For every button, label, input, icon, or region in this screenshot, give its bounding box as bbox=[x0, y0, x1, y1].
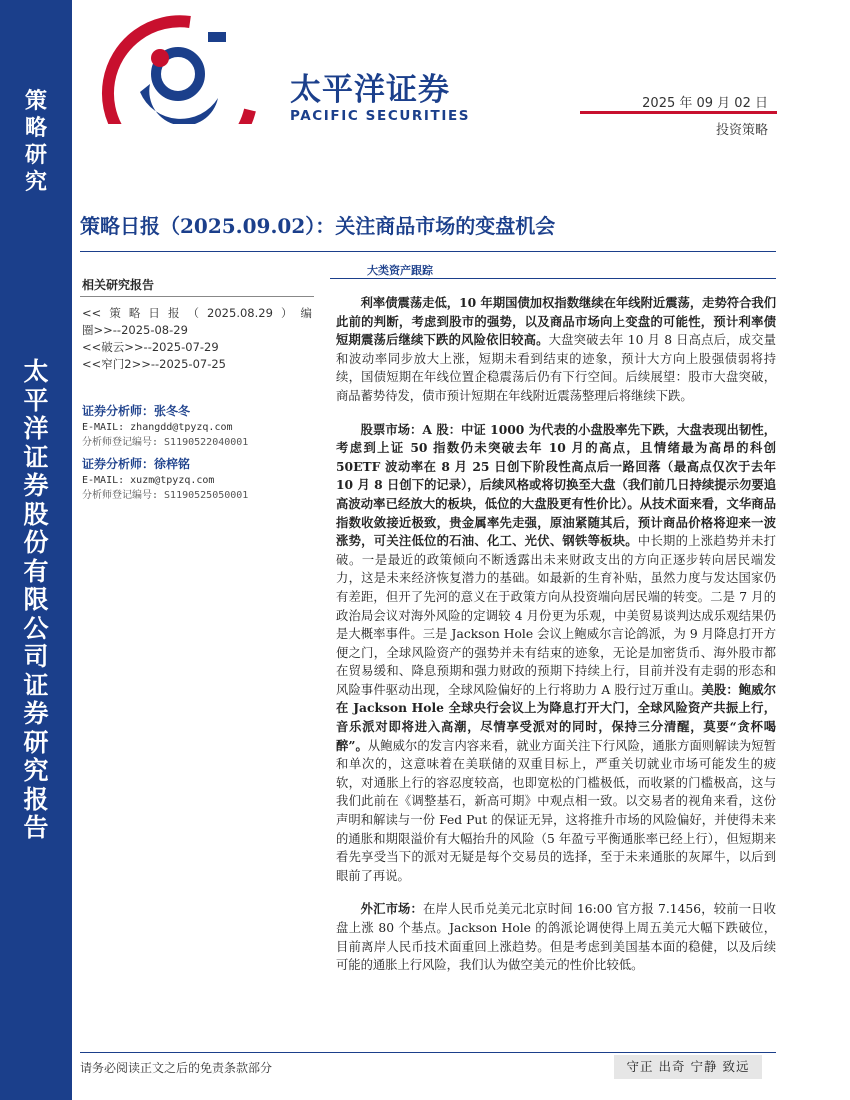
report-body bbox=[336, 294, 776, 990]
disclaimer-note: 请务必阅读正文之后的免责条款部分 bbox=[80, 1061, 273, 1075]
paragraph-rates bbox=[336, 294, 776, 406]
section-divider bbox=[330, 278, 776, 279]
paragraph-equities-text: 中长期的上涨趋势并未打破。一是最近的政策倾向不断透露出未来财政支出的方向正逐步转向居民端发力，这是未来经济恢复潜力的基础。如最新的生育补贴，虽然力度与发达国家仍有差距，但开了先河的意义在于政策方向从投资端向居民端的转变。二是 7 月的政治局会议对海外风险的定调较 4 月份更为乐观，中美贸易谈判达成乐观结果仍是大概率事件。三是 Jackson Hole 会议上鲍威尔言论鸽派，为 9 月降息打开方便之门，全球风险资产的强势并未有结束的迹象，无论是加密货币、海外股市都在贸易缓和、降息预期和强力财政的预期下持续上行，目前并没有走弱的形态和风险事件驱动出现，全球风险偏好的上行将助力 A 股行过万重山。 bbox=[336, 534, 776, 697]
logo-name-cn: 太平洋证券 bbox=[290, 72, 450, 108]
related-reports-heading: 相关研究报告 bbox=[82, 278, 155, 292]
analyst-name: 证券分析师：徐梓铭 bbox=[82, 457, 191, 471]
paragraph-fx-text: 在岸人民币兑美元北京时间 16:00 官方报 7.1456，较前一日收盘上涨 80 个基点。Jackson Hole 的鸽派论调使得上周五美元大幅下跌破位，目前离岸人民币技术面重回上涨趋势。但是考虑到美国基本面的稳健，以及后续可能的通胀上行风险，我们认为做空美元的性价比较低。 bbox=[336, 902, 776, 973]
analyst-email[interactable]: E-MAIL: xuzm@tpyzq.com bbox=[82, 475, 215, 486]
header-red-rule bbox=[580, 111, 777, 114]
section-label: 大类资产跟踪 bbox=[367, 264, 433, 277]
analyst-email[interactable]: E-MAIL: zhangdd@tpyzq.com bbox=[82, 422, 233, 433]
report-category: 投资策略 bbox=[715, 123, 768, 138]
report-title: 策略日报（2025.09.02）：关注商品市场的变盘机会 bbox=[80, 214, 556, 238]
report-date: 2025 年 09 月 02 日 bbox=[642, 96, 768, 111]
paragraph-fx bbox=[336, 900, 776, 974]
analyst-block bbox=[82, 456, 314, 503]
paragraph-rates-lead: 利率债震荡走低，10 年期国债加权指数继续在年线附近震荡，走势符合我们此前的判断，考虑到股市的强势，以及商品市场向上变盘的可能性，预计利率债短期震荡后继续下跌的风险依旧较高。 bbox=[336, 295, 776, 348]
analyst-name: 证券分析师：张冬冬 bbox=[82, 404, 191, 418]
analyst-registration: 分析师登记编号: S1190525050001 bbox=[82, 490, 249, 501]
paragraph-us-equities-text: 从鲍威尔的发言内容来看，就业方面关注下行风险，通胀方面则解读为短暂和单次的，这意味着在美联储的双重目标上，严重关切就业市场可能发生的疲软，对通胀上行的容忍度较高，也即宽松的门槛极低，而收紧的门槛极高，这与我们此前在《调整基石，新高可期》中观点相一致。以交易者的视角来看，这份声明和解读与一份 Fed Put 的保证无异，这将推升市场的风险偏好，并使得未来的通胀和期限溢价有大幅抬升的风险（5 年盈亏平衡通胀率已经上行），但短期来看先享受当下的派对无疑是每个交易员的选择，至于未来通胀的灰犀牛，以后到眼前了再说。 bbox=[336, 738, 776, 883]
paragraph-rates-text: 大盘突破去年 10 月 8 日高点后，成交量和波动率同步放大上涨，短期未看到结束的迹象，预计大方向上股强债弱将持续，国债短期在年线位置企稳震荡后仍有下行空间。后续展望：股市大盘突破，商品蓄势待发，债市预计短期在年线附近震荡整理后将继续下跌。 bbox=[336, 333, 776, 403]
paragraph-equities bbox=[336, 421, 776, 886]
related-report-item[interactable]: <<破云>>--2025-07-29 bbox=[82, 340, 219, 354]
related-divider bbox=[80, 296, 314, 297]
company-logo bbox=[100, 14, 471, 124]
paragraph-equities-lead: 股票市场：A 股：中证 1000 为代表的小盘股率先下跌，大盘表现出韧性，考虑到上证 50 指数仍未突破去年 10 月的高点，且情绪最为高昂的科创 50ETF 波动率在 8 月 25 日创下阶段性高点后一路回落（最高点仅次于去年 10 月 8 日创下的记录），后续风格或将切换至大盘（我们前几日持续提示勿要追高波动率已经放大的板块，低位的大盘股更有性价比）。从技术面来看，文华商品指数收敛接近极致，贵金属率先走强，原油紧随其后，预计商品价格将迎来一波涨势，可关注低位的石油、化工、光伏、钢铁等板块。 bbox=[336, 421, 776, 549]
pacific-securities-logo-icon bbox=[100, 14, 280, 124]
analyst-registration: 分析师登记编号: S1190522040001 bbox=[82, 437, 249, 448]
related-report-item[interactable]: <<窄门2>>--2025-07-25 bbox=[82, 357, 226, 371]
paragraph-us-equities-lead: 美股：鲍威尔在 Jackson Hole 全球央行会议上为降息打开大门，全球风险资产共振上行，音乐派对即将进入高潮，尽情享受派对的同时，保持三分清醒，莫要“贪杯喝醉”。 bbox=[336, 681, 776, 753]
paragraph-fx-lead: 外汇市场： bbox=[360, 901, 424, 917]
footer-divider bbox=[80, 1052, 776, 1053]
related-report-item[interactable]: <<策略日报（2025.08.29）编 bbox=[82, 306, 312, 320]
side-label-strategy-research: 策 略 研 究 bbox=[24, 88, 47, 195]
company-motto: 守正 出奇 宁静 致远 bbox=[614, 1055, 762, 1079]
related-report-item[interactable]: 圈>>--2025-08-29 bbox=[82, 323, 188, 337]
logo-name-en: PACIFIC SECURITIES bbox=[290, 108, 471, 124]
related-reports-list bbox=[82, 305, 312, 373]
analyst-block bbox=[82, 403, 314, 450]
title-divider bbox=[80, 251, 776, 252]
side-label-company-report: 太 平 洋 证 券 股 份 有 限 公 司 证 券 研 究 报 告 bbox=[23, 357, 49, 842]
